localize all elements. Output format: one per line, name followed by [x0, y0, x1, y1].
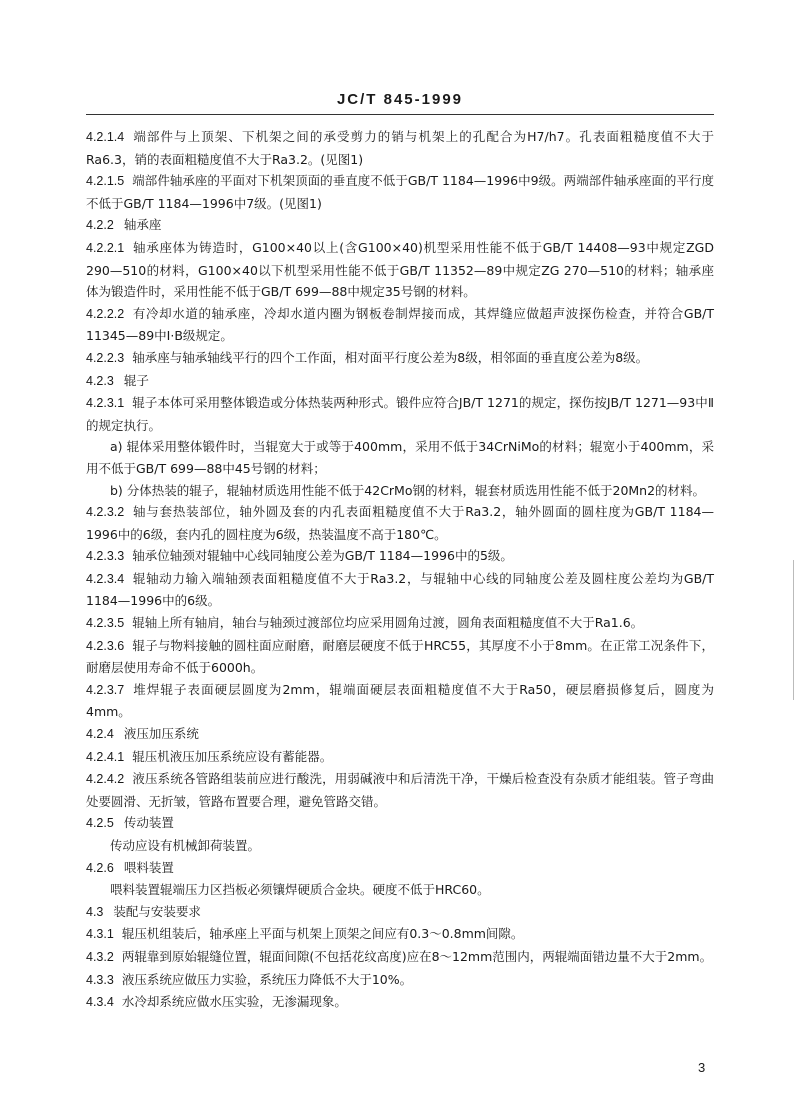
section-heading: 4.2.3 辊子: [86, 372, 149, 388]
paragraph-4-3-3: 4.3.3 液压系统应做压力实验，系统压力降低不大于10%。: [86, 971, 413, 987]
paragraph-text: 传动应设有机械卸荷装置。: [110, 838, 261, 853]
paragraph-4-2-1-4: 4.2.1.4 端部件与上顶架、下机架之间的承受剪力的销与机架上的孔配合为H7/h7。孔表面粗糙度值不大于Ra6.3，销的表面粗糙度值不大于Ra3.2。(见图1): [86, 129, 714, 167]
paragraph-4-3-4: 4.3.4 水冷却系统应做水压实验，无渗漏现象。: [86, 994, 347, 1010]
list-item-a: a) 辊体采用整体锻件时，当辊宽大于或等于400mm，采用不低于34CrNiMo的材料；辊宽小于400mm，采用不低于GB/T 699—88中45号钢的材料；: [86, 439, 714, 476]
paragraph-4-3-2: 4.3.2 两辊靠到原始辊缝位置，辊面间隙(不包括花纹高度)应在8～12mm范围内，两辊端面错边量不大于2mm。: [86, 948, 713, 964]
paragraph-4-2-3-1: 4.2.3.1 辊子本体可采用整体锻造或分体热装两种形式。锻件应符合JB/T 1271的规定，探伤按JB/T 1271—93中Ⅱ的规定执行。: [86, 395, 714, 433]
paragraph-4-2-2-3: 4.2.2.3 轴承座与轴承轴线平行的四个工作面，相对面平行度公差为8级，相邻面的垂直度公差为8级。: [86, 349, 649, 365]
paragraph-4-2-3-5: 4.2.3.5 辊轴上所有轴肩，轴台与轴颈过渡部位均应采用圆角过渡，圆角表面粗糙度值不大于Ra1.6。: [86, 615, 644, 631]
section-heading: 4.2.5 传动装置: [86, 815, 174, 831]
page-number: 3: [698, 1060, 706, 1075]
paragraph-4-2-3-7: 4.2.3.7 堆焊辊子表面硬层圆度为2mm，辊端面硬层表面粗糙度值不大于Ra50，硬层磨损修复后，圆度为4mm。: [86, 681, 714, 720]
page-header: JC/T 845-1999: [336, 91, 464, 108]
paragraph-4-2-4-2: 4.2.4.2 液压系统各管路组装前应进行酸洗，用弱碱液中和后清洗干净，干燥后检查没有杂质才能组装。管子弯曲处要圆滑、无折皱，管路布置要合理，避免管路交错。: [86, 771, 714, 809]
paragraph-4-2-3-4: 4.2.3.4 辊轴动力输入端轴颈表面粗糙度值不大于Ra3.2，与辊轴中心线的同轴度公差及圆柱度公差均为GB/T 1184—1996中的6级。: [86, 570, 714, 609]
paragraph-4-2-3-6: 4.2.3.6 辊子与物料接触的圆柱面应耐磨，耐磨层硬度不低于HRC55，其厚度不小于8mm。在正常工况条件下，耐磨层使用寿命不低于6000h。: [86, 637, 714, 676]
paragraph-4-2-4-1: 4.2.4.1 辊压机液压加压系统应设有蓄能器。: [86, 748, 333, 764]
paragraph-text: 喂料装置辊端压力区挡板必须镶焊硬质合金块。硬度不低于HRC60。: [110, 882, 490, 898]
section-heading: 4.2.4 液压加压系统: [86, 726, 199, 742]
paragraph-4-3-1: 4.3.1 辊压机组装后，轴承座上平面与机架上顶架之间应有0.3～0.8mm间隙。: [86, 926, 524, 942]
paragraph-4-2-2-1: 4.2.2.1 轴承座体为铸造时，G100×40以上(含G100×40)机型采用性能不低于GB/T 14408—93中规定ZGD 290—510的材料，G100×40以下机型采用性能不低于GB/T 11352—89中规定ZG 270—510的材料；轴承座体为锻造件时，采用性能不低于GB/T 699—88中规定35号钢的材料。: [86, 239, 714, 300]
paragraph-4-2-3-3: 4.2.3.3 轴承位轴颈对辊轴中心线同轴度公差为GB/T 1184—1996中的5级。: [86, 548, 513, 564]
paragraph-4-2-2-2: 4.2.2.2 有冷却水道的轴承座，冷却水道内圈为钢板卷制焊接而成，其焊缝应做超声波探伤检查，并符合GB/T 11345—89中Ⅰ·B级规定。: [86, 305, 714, 344]
header-divider: [86, 114, 714, 115]
section-heading: 4.3 装配与安装要求: [86, 903, 201, 919]
list-item-b: b) 分体热装的辊子，辊轴材质选用性能不低于42CrMo钢的材料，辊套材质选用性能不低于20Mn2的材料。: [110, 482, 706, 498]
section-heading: 4.2.6 喂料装置: [86, 859, 174, 875]
section-heading: 4.2.2 轴承座: [86, 217, 162, 233]
document-body: [86, 126, 714, 1014]
scan-edge-line: [793, 560, 794, 700]
paragraph-4-2-1-5: 4.2.1.5 端部件轴承座的平面对下机架顶面的垂直度不低于GB/T 1184—1996中9级。两端部件轴承座面的平行度不低于GB/T 1184—1996中7级。(见图1): [86, 173, 714, 211]
paragraph-4-2-3-2: 4.2.3.2 轴与套热装部位，轴外圆及套的内孔表面粗糙度值不大于Ra3.2，轴外圆面的圆柱度为GB/T 1184—1996中的6级，套内孔的圆柱度为6级，热装温度不高于180℃。: [86, 504, 714, 542]
